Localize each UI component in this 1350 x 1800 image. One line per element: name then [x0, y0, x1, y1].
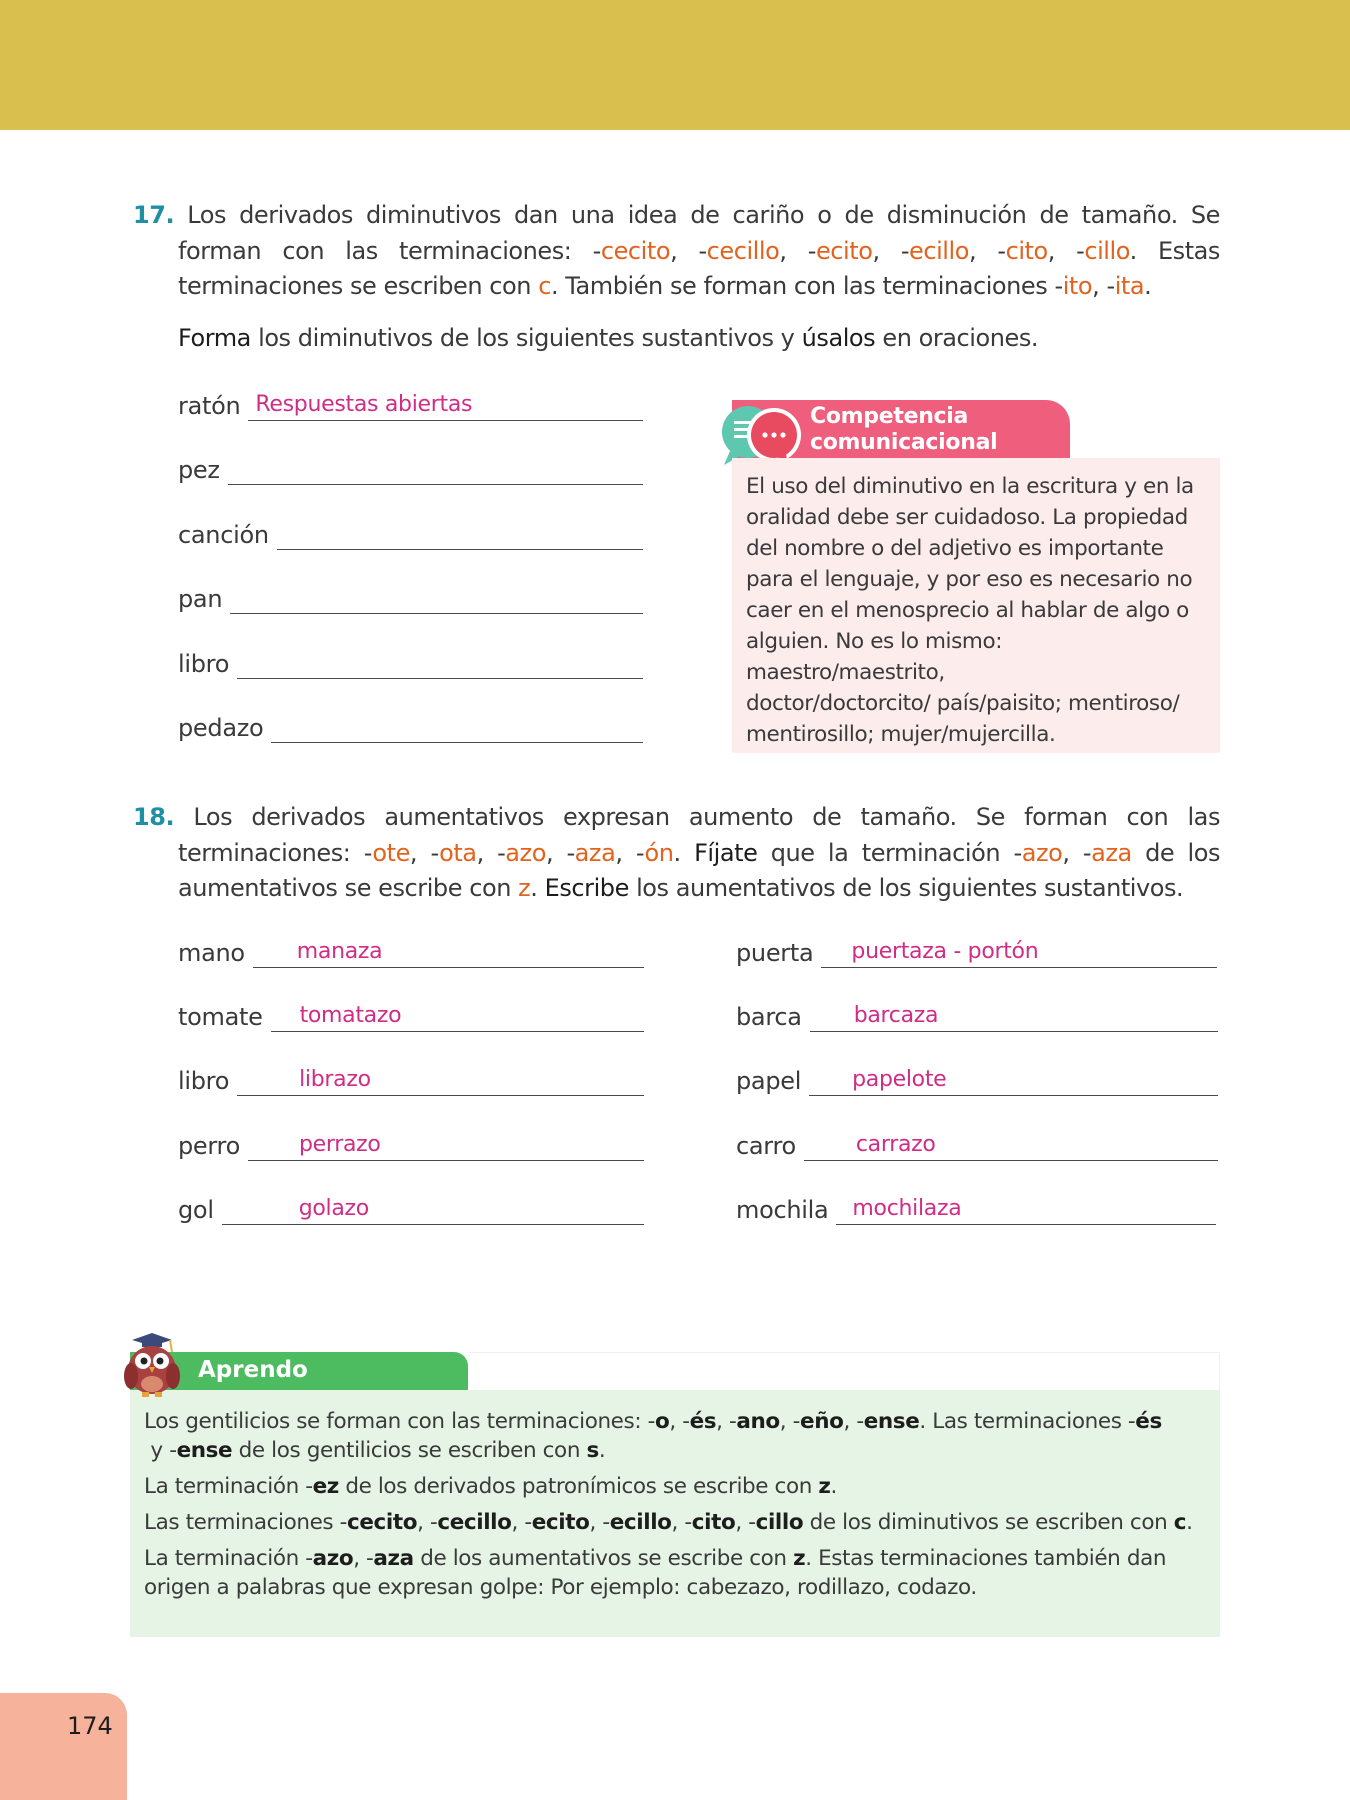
- answer-line[interactable]: [277, 520, 643, 550]
- augmentative-row: mochila mochilaza: [736, 1191, 1216, 1225]
- exercise-number: 18.: [133, 803, 175, 831]
- competencia-box: El uso del diminutivo en la escritura y en la oralidad debe ser cuidadoso. La propiedad del nombre o del adjetivo es importante para el lenguaje, y por eso es necesario no caer en el menosprecio al hablar de algo o alguien. No es lo mismo: maestro/maestrito, doctor/doctorcito/ país/paisito; mentiroso/ mentirosillo; mujer/mujercilla.: [732, 458, 1220, 753]
- page-number: 174: [67, 1712, 113, 1740]
- competencia-title: Competencia comunicacional: [810, 404, 998, 455]
- augmentative-row: libro librazo: [178, 1062, 644, 1096]
- aprendo-title: Aprendo: [198, 1357, 308, 1383]
- aprendo-line: Las terminaciones -cecito, -cecillo, -ecito, -ecillo, -cito, -cillo de los diminutivos se escriben con c.: [144, 1510, 1193, 1535]
- aprendo-line: origen a palabras que expresan golpe: Por ejemplo: cabezazo, rodillazo, codazo.: [144, 1575, 977, 1600]
- augmentative-row: gol golazo: [178, 1191, 644, 1225]
- answer-line[interactable]: puertaza - portón: [821, 938, 1217, 968]
- diminutive-row: pan: [178, 580, 643, 614]
- answer-line[interactable]: mochilaza: [836, 1195, 1216, 1225]
- exercise-17-text: 17. Los derivados diminutivos dan una idea de cariño o de disminución de tamaño. Se forman con las terminaciones: -cecito, -cecillo, -ecito, -ecillo, -cito, -cillo. Estas terminaciones se escriben con c. También se forman con las terminaciones -ito, -ita.: [133, 201, 1220, 300]
- answer-line[interactable]: librazo: [237, 1066, 644, 1096]
- augmentative-row: perro perrazo: [178, 1127, 644, 1161]
- owl-mascot-icon: [118, 1330, 184, 1400]
- augmentative-row: mano manaza: [178, 934, 644, 968]
- aprendo-line: Los gentilicios se forman con las terminaciones: -o, -és, -ano, -eño, -ense. Las terminaciones -és: [144, 1409, 1162, 1434]
- exercise-17-instruction: Forma los diminutivos de los siguientes sustantivos y úsalos en oraciones.: [178, 324, 1039, 352]
- augmentative-row: tomate tomatazo: [178, 998, 644, 1032]
- answer-line[interactable]: barcaza: [810, 1002, 1218, 1032]
- answer-line[interactable]: carrazo: [804, 1131, 1218, 1161]
- answer-line[interactable]: tomatazo: [271, 1002, 644, 1032]
- answer-line[interactable]: papelote: [809, 1066, 1218, 1096]
- answer-line[interactable]: [237, 649, 643, 679]
- diminutive-row: libro: [178, 645, 643, 679]
- diminutive-row: ratón Respuestas abiertas: [178, 387, 643, 421]
- answer-line[interactable]: golazo: [222, 1195, 644, 1225]
- answer-line[interactable]: [228, 455, 643, 485]
- page-number-tab: [0, 1693, 127, 1800]
- augmentative-row: papel papelote: [736, 1062, 1218, 1096]
- aprendo-line: La terminación -azo, -aza de los aumentativos se escribe con z. Estas terminaciones también dan: [144, 1546, 1167, 1571]
- augmentative-row: barca barcaza: [736, 998, 1218, 1032]
- answer-line[interactable]: Respuestas abiertas: [248, 391, 643, 421]
- aprendo-frame: [468, 1352, 1220, 1392]
- diminutive-row: pedazo: [178, 709, 643, 743]
- augmentative-row: puerta puertaza - portón: [736, 934, 1217, 968]
- answer-line[interactable]: [271, 713, 643, 743]
- exercise-number: 17.: [133, 201, 175, 229]
- augmentative-row: carro carrazo: [736, 1127, 1218, 1161]
- answer-line[interactable]: [230, 584, 643, 614]
- diminutive-row: canción: [178, 516, 643, 550]
- aprendo-line: La terminación -ez de los derivados patronímicos se escribe con z.: [144, 1474, 837, 1499]
- aprendo-line: y -ense de los gentilicios se escriben con s.: [144, 1438, 606, 1463]
- exercise-18-text: 18. Los derivados aumentativos expresan aumento de tamaño. Se forman con las terminaciones: -ote, -ota, -azo, -aza, -ón. Fíjate que la terminación -azo, -aza de los aumentativos se escribe con z. Escribe los aumentativos de los siguientes sustantivos.: [133, 803, 1221, 902]
- diminutive-row: pez: [178, 451, 643, 485]
- answer-line[interactable]: perrazo: [248, 1131, 644, 1161]
- header-band: [0, 0, 1350, 130]
- answer-line[interactable]: manaza: [253, 938, 644, 968]
